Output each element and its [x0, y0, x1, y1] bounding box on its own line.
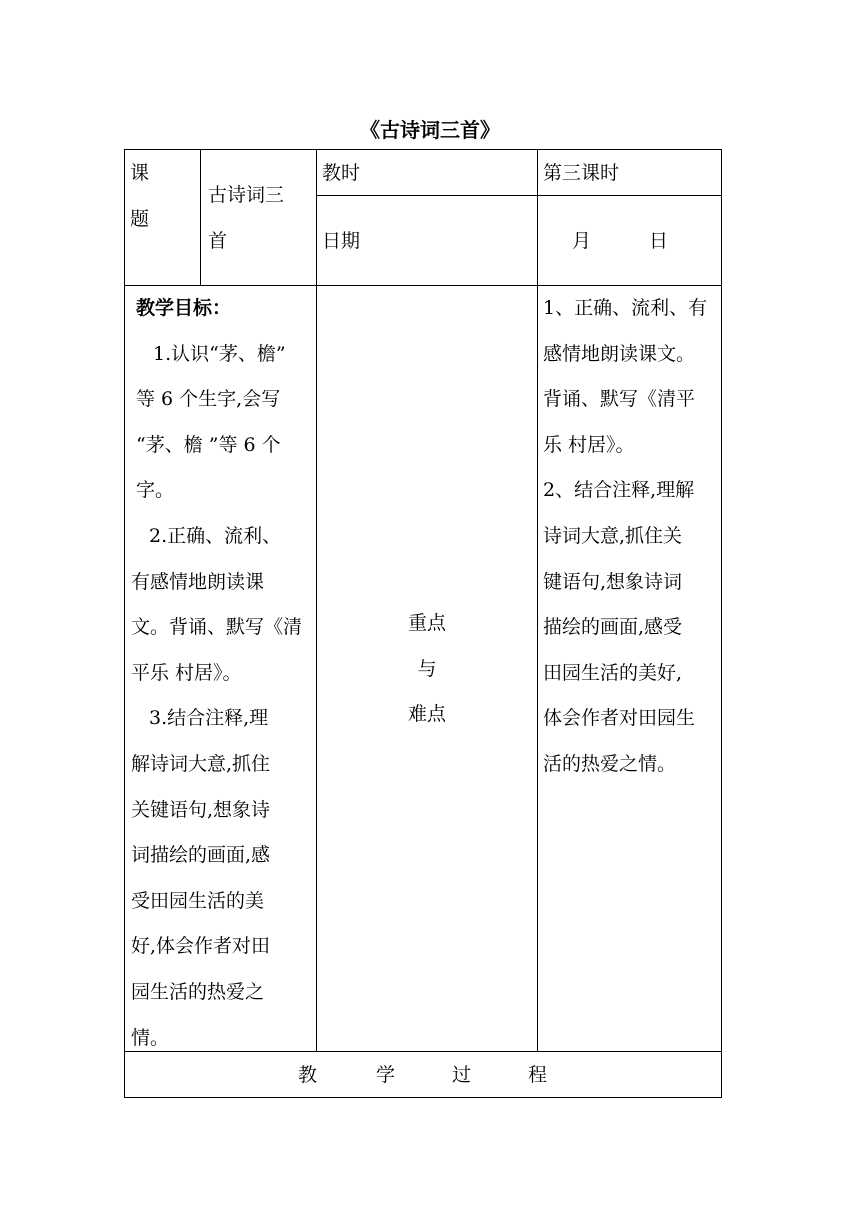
process-heading-char: 过 — [452, 1064, 472, 1086]
objectives-line: 1.认识“茅、檐” — [153, 342, 286, 365]
objectives-heading: 教学目标： — [136, 297, 232, 319]
process-heading-char: 程 — [528, 1064, 548, 1086]
table-divider-col3 — [537, 149, 538, 1051]
key-points-line: 诗词大意,抓住关 — [543, 524, 683, 547]
key-points-line: 键语句,想象诗词 — [543, 570, 683, 593]
objectives-line: 关键语句,想象诗 — [131, 798, 271, 821]
course-name-line-2: 首 — [208, 229, 228, 252]
table-divider-col1 — [200, 149, 201, 285]
objectives-line: 文。背诵、默写《清 — [131, 616, 303, 639]
objectives-line: 好,体会作者对田 — [131, 935, 271, 958]
objectives-line: 词描绘的画面,感 — [131, 844, 271, 867]
key-points-label — [317, 601, 537, 738]
objectives-line: 园生活的热爱之 — [131, 980, 265, 1003]
key-points-line: 描绘的画面,感受 — [543, 616, 683, 639]
key-points-line: 2、结合注释,理解 — [543, 479, 695, 502]
value-jiaoshi: 第三课时 — [543, 162, 620, 184]
objectives-line: 情。 — [131, 1026, 170, 1049]
process-heading-char: 教 — [298, 1064, 318, 1086]
table-border-top — [124, 149, 722, 150]
table-divider-jiaoshi — [316, 195, 722, 196]
key-points-content — [543, 286, 707, 788]
objectives-line: 解诗词大意,抓住 — [131, 752, 271, 775]
process-heading-char: 学 — [376, 1064, 396, 1086]
objectives-line: “茅、檐 ”等 6 个 — [136, 433, 281, 456]
objectives-line: 字。 — [136, 479, 175, 502]
key-points-label-line: 难点 — [407, 703, 446, 726]
label-riqi: 日期 — [322, 230, 361, 252]
key-points-label-line: 重点 — [407, 612, 446, 634]
objectives-line: 2.正确、流利、 — [149, 524, 282, 547]
label-ti: 题 — [130, 207, 150, 230]
label-jiaoshi: 教时 — [322, 162, 361, 184]
label-day: 日 — [649, 230, 669, 252]
course-name — [208, 173, 284, 264]
key-points-line: 田园生活的美好, — [543, 661, 683, 684]
key-points-label-line: 与 — [417, 657, 437, 680]
label-ke: 课 — [130, 162, 150, 184]
key-points-line: 背诵、默写《清平 — [543, 388, 696, 411]
objectives-block — [131, 286, 302, 1061]
key-points-line: 1、正确、流利、有 — [543, 297, 708, 319]
label-ke-ti — [130, 151, 149, 242]
table-border-bottom — [124, 1097, 722, 1098]
table-border-right — [721, 149, 722, 1098]
course-name-line-1: 古诗词三 — [208, 184, 285, 206]
objectives-line: 3.结合注释,理 — [149, 707, 269, 730]
label-month: 月 — [572, 230, 592, 252]
lesson-plan-table — [124, 149, 722, 1098]
key-points-line: 体会作者对田园生 — [543, 707, 696, 730]
key-points-line: 感情地朗读课文。 — [543, 342, 696, 365]
objectives-line: 有感情地朗读课 — [131, 570, 265, 593]
objectives-line: 平乐 村居》。 — [131, 661, 242, 684]
objectives-line: 受田园生活的美 — [131, 889, 265, 912]
objectives-line: 等 6 个生字,会写 — [136, 388, 281, 411]
table-border-left — [124, 149, 125, 1098]
key-points-line: 乐 村居》。 — [543, 433, 635, 456]
key-points-line: 活的热爱之情。 — [543, 752, 677, 775]
table-divider-col2 — [316, 149, 317, 1051]
document-title: 《古诗词三首》 — [360, 118, 500, 142]
